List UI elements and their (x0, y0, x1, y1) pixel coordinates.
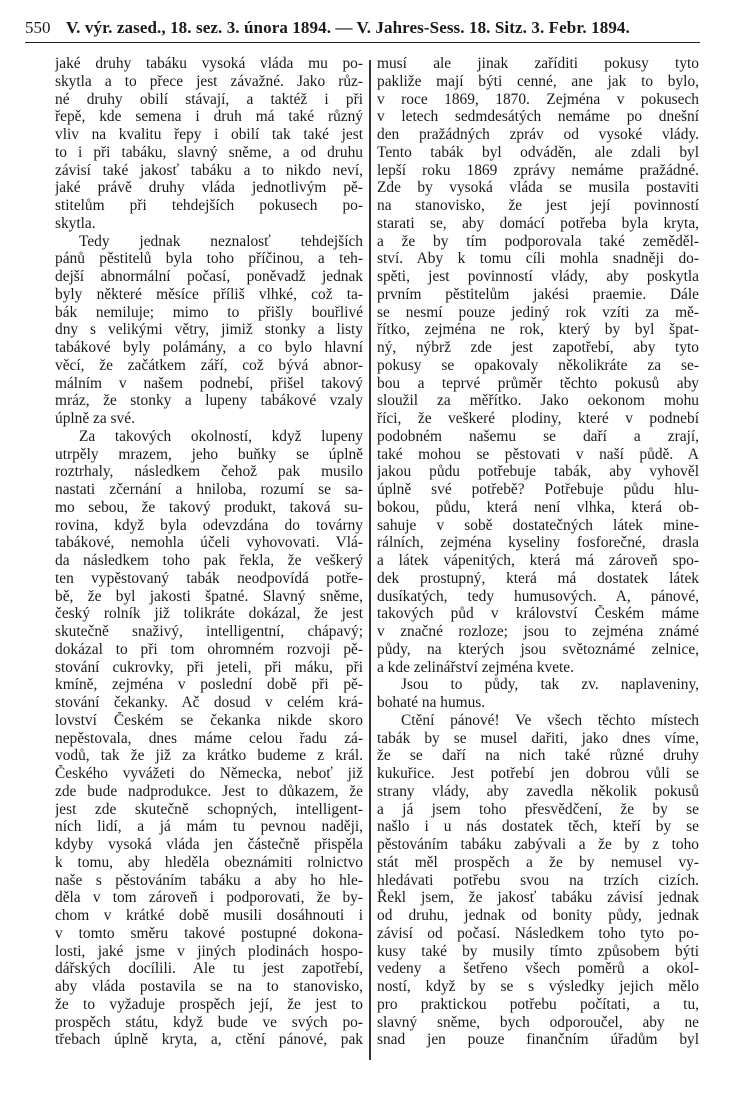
right-column (377, 55, 699, 1049)
text-line: ství. Aby k tomu cíli mohla snadněji do- (377, 250, 699, 268)
text-line: věcí, že začátkem září, což bývá abnor- (55, 356, 363, 374)
running-header (25, 16, 700, 43)
text-line: hledávati potřebu svou na trzích cizích. (377, 871, 699, 889)
text-line: kmíně, zejména v poslední době při pě- (55, 676, 363, 694)
text-line: na stanovisko, že jest její povinností (377, 197, 699, 214)
text-line: ný, nýbrž zde jest zapotřebí, aby tyto (377, 339, 699, 356)
text-line: také mohou se pěstovati v naší půdě. A (377, 445, 699, 463)
text-line: vodů, tak že již za krátko budeme z král. (55, 747, 363, 765)
text-line: strany vlády, aby zavedla několik pokusů (377, 782, 699, 800)
text-line: málním v našem podnebí, přišel takový (55, 374, 363, 392)
text-line: mo sebou, že takový produkt, taková su- (55, 498, 363, 516)
text-line: da následkem toho pak řekla, že veškerý (55, 552, 363, 569)
text-line: jakou půdu potřebuje tabák, aby vyhověl (377, 463, 699, 481)
text-line: český rolník již tolikráte dokázal, že jest (55, 605, 363, 623)
text-line: Zde by vysoká vláda se musila postaviti (377, 179, 699, 197)
text-line: jaké právě druhy vláda jednotlivým pě- (55, 179, 363, 197)
text-line: v tomto směru takové postupné dokona- (55, 924, 363, 942)
text-line: pro praktickou potřebu počítati, a tu, (377, 995, 699, 1013)
text-line: tabákové, nemohla účeli vyhovovati. Vlá- (55, 534, 363, 552)
text-line: kukuřice. Jest potřebí jen dobrou vůli se (377, 765, 699, 782)
text-line: chom v krátké době musili dosáhnouti i (55, 907, 363, 924)
text-line: mráz, že stonky a lupeny tabákové vzaly (55, 392, 363, 410)
text-line: skytla a to přece jest závažné. Jako růz- (55, 72, 363, 90)
text-line: závisí také jakosť tabáku a to nikdo neví, (55, 161, 363, 179)
text-line: dusíkatých, tedy humusových. A, pánové, (377, 587, 699, 605)
text-line: kdyby vysoká vláda jen částečně přispěla (55, 836, 363, 853)
text-line: rálních, zejména kyseliny fosforečné, drasla (377, 534, 699, 552)
running-title: V. výr. zased., 18. sez. 3. února 1894. — V. Jahres-Sess. 18. Sitz. 3. Febr. 1894. (66, 18, 630, 37)
text-line: že to vyžaduje prospěch její, že jest to (55, 995, 363, 1013)
text-line: stát měl prospěch a že by nemusel vy- (377, 853, 699, 871)
text-line: snad jen pouze finančním úřadům byl (377, 1031, 699, 1049)
text-line: Tento tabák byl odváděn, ale zdali byl (377, 143, 699, 161)
text-line: v letech sedmdesátých nemáme po dnešní (377, 108, 699, 126)
text-line: nepěstovala, dnes máme celou řadu zá- (55, 729, 363, 747)
text-line: pakliže mají býti cenné, ane jak to bylo, (377, 72, 699, 90)
text-line: lovství Českém se čekanka nikde skoro (55, 711, 363, 729)
text-line: skutečně snaživý, intelligentní, chápavý; (55, 623, 363, 640)
text-line: prospěch státu, když bude ve svých po- (55, 1013, 363, 1031)
text-line: stování čekanky. Ač dosud v celém krá- (55, 694, 363, 711)
text-line: prvním pěstitelům jakési praemie. Dále (377, 285, 699, 303)
text-line: k tomu, aby hleděla obeznámiti rolnictvo (55, 853, 363, 871)
text-line: Českého vyvážeti do Německa, neboť již (55, 765, 363, 782)
text-line: starati se, aby domácí potřeba byla kryta, (377, 214, 699, 232)
text-line: Jsou to půdy, tak zv. naplaveniny, (401, 676, 699, 694)
text-line: závisí od počasí. Následkem toho tyto po- (377, 924, 699, 942)
text-line: stování cukrovky, při jeteli, při máku, při (55, 658, 363, 676)
text-line: našlo i u nás dostatek těch, kteří by se (377, 818, 699, 836)
text-line: stitelům při tehdejších pokusech po- (55, 197, 363, 214)
text-line: Za takových okolností, když lupeny (79, 427, 363, 445)
text-line: dny s velikými větry, jimiž stonky a listy (55, 321, 363, 339)
text-line: to i při tabáku, slavný sněme, a od druhu (55, 143, 363, 161)
text-line: pánů pěstitelů byla toho příčinou, a teh- (55, 250, 363, 268)
text-line: zde bude nadprodukce. Jest to důkazem, že (55, 782, 363, 800)
text-line: dářských docílili. Ale tu jest zapotřebí, (55, 960, 363, 978)
text-line: dokázal to při tom ohromném rozvoji pě- (55, 640, 363, 658)
text-line: kusy také by musily tímto způsobem býti (377, 942, 699, 960)
text-line: ností, když by se s výsledky jejich mělo (377, 978, 699, 995)
text-line: bokou, půdu, která není vlhka, která ob- (377, 498, 699, 516)
text-line: nastati zčernání a hniloba, rozumí se sa- (55, 481, 363, 498)
text-line: a látek vápenitých, která má zároveň spo- (377, 552, 699, 569)
text-line: pěstováním tabáku zabývali a že by z toho (377, 836, 699, 853)
text-line: děla v tom zároveň i podporovati, že by- (55, 889, 363, 907)
text-line: bák nemiluje; mimo to přišly bouřlivé (55, 303, 363, 321)
text-line: den pražádných zpráv od vysoké vlády. (377, 126, 699, 143)
text-line: se nesmí pouze jediný rok vzíti za mě- (377, 303, 699, 321)
text-line: rovina, když byla odevzdána do továrny (55, 516, 363, 534)
text-line: v značné rozloze; jsou to zejména známé (377, 623, 699, 640)
text-line: tabákové byly polámány, a co bylo hlavní (55, 339, 363, 356)
text-line: dek prostupný, která má dostatek látek (377, 569, 699, 587)
text-line: musí ale jinak zaříditi pokusy tyto (377, 55, 699, 72)
text-line: a já jsem toho přesvědčení, že by se (377, 800, 699, 818)
text-line: půdy, na kterých jsou světoznámé zelnice, (377, 640, 699, 658)
text-line: vedeny a šetřeno všech poměrů a okol- (377, 960, 699, 978)
text-line: řítko, zejména ne rok, který by byl špat- (377, 321, 699, 339)
text-line: a kde zelinářství zejména kvete. (377, 658, 574, 676)
text-line: né druhy obilí stávají, a taktéž i při (55, 90, 363, 108)
text-line: Tedy jednak neznalosť tehdejších (79, 232, 363, 250)
text-line: úplně své potřebě? Potřebuje půdu hlu- (377, 481, 699, 498)
text-line: losti, jaké jsme v jiných plodinách hospo- (55, 942, 363, 960)
text-line: naše s pěstováním tabáku a aby ho hle- (55, 871, 363, 889)
text-line: slavný sněme, bych odporoučel, aby ne (377, 1013, 699, 1031)
text-line: Řekl jsem, že jakosť tabáku závisí jednak (377, 889, 699, 907)
text-line: pokusy se opakovaly několikráte za se- (377, 356, 699, 374)
text-line: bohaté na humus. (377, 694, 486, 711)
text-line: říci, že veškeré plodiny, které v podnebí (377, 410, 699, 427)
text-line: sahuje v sobě dostatečných látek mine- (377, 516, 699, 534)
text-line: třebach úplně kryta, a, ctění pánové, pak (55, 1031, 363, 1049)
text-line: ten vypěstovaný tabák neodpovídá potře- (55, 569, 363, 587)
text-line: vliv na kvalitu řepy i obilí tak také jest (55, 126, 363, 143)
text-line: sloužil za měřítko. Jako oekonom mohu (377, 392, 699, 410)
text-line: roztrhaly, následkem čehož pak musilo (55, 463, 363, 481)
page-number: 550 (25, 18, 51, 37)
text-line: takových půd v království Českém máme (377, 605, 699, 623)
column-divider (369, 60, 371, 1060)
text-line: bou a teprvé průměr těchto pokusů aby (377, 374, 699, 392)
text-line: úplně za své. (55, 410, 135, 427)
text-line: skytla. (55, 214, 96, 232)
text-line: aby vláda postavila se na to stanovisko, (55, 978, 363, 995)
text-line: podobném našemu se daří a zrají, (377, 427, 699, 445)
left-column (55, 55, 363, 1049)
text-line: od druhu, jednak od bonity půdy, jednak (377, 907, 699, 924)
text-line: lepší roku 1869 zprávy nemáme pražádné. (377, 161, 699, 179)
text-line: utrpěly mrazem, jeho buňky se úplně (55, 445, 363, 463)
text-line: jest zde skutečně schopných, intelligent- (55, 800, 363, 818)
text-line: že se daří na nich také různé druhy (377, 747, 699, 765)
text-line: byly některé měsíce příliš vlhké, což ta- (55, 285, 363, 303)
text-line: v roce 1869, 1870. Zejména v pokusech (377, 90, 699, 108)
text-line: spěti, jest povinností vlády, aby poskytla (377, 268, 699, 285)
text-line: jaké druhy tabáku vysoká vláda mu po- (55, 55, 363, 72)
text-line: ních lidí, a já mám tu pevnou naději, (55, 818, 363, 836)
text-line: a že by tím podporovala také zeměděl- (377, 232, 699, 250)
text-line: Ctění pánové! Ve všech těchto místech (401, 711, 699, 729)
text-line: bě, že byl jakosti špatné. Slavný sněme, (55, 587, 363, 605)
text-line: dejší abnormální počasí, poněvadž jednak (55, 268, 363, 285)
text-line: tabák by se musel dařiti, jako dnes víme, (377, 729, 699, 747)
text-line: řepě, kde semena i druh má také různý (55, 108, 363, 126)
